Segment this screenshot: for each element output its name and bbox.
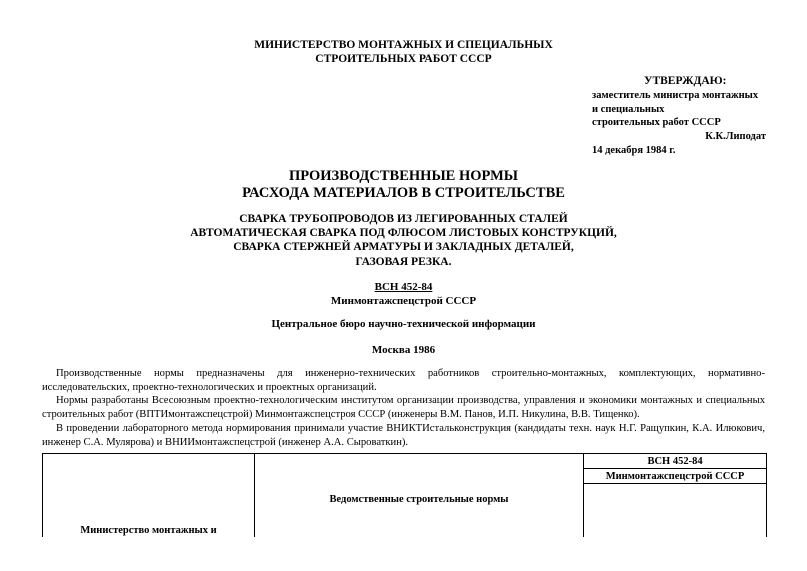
subtitle-line-3: СВАРКА СТЕРЖНЕЙ АРМАТУРЫ И ЗАКЛАДНЫХ ДЕТАЛЕЙ, <box>233 241 574 254</box>
publication-city-year: Москва 1986 <box>371 344 436 356</box>
intro-paragraph: Нормы разработаны Всесоюзным проектно-технологическим институтом организации производства, управления и экономики монтажных и специальных строительных работ (ВПТИмонтажспецстрой) Минмонтажспецстроя СССР (инженеры В.М. Панов, И.П. Никулина, В.В. Тищенко). <box>42 395 765 421</box>
document-subtitle <box>0 212 807 269</box>
document-code: ВСН 452-84 <box>374 281 433 293</box>
header-cell-org <box>584 469 767 484</box>
approval-block <box>592 75 792 158</box>
intro-paragraph: Производственные нормы предназначены для инженерно-технических работников строительно-монтажных, комплектующих, нормативно-исследовательских, проектно-технологических и проектных организаций. <box>42 368 765 393</box>
header-cell-code <box>584 454 767 469</box>
document-code-block <box>0 280 807 308</box>
intro-text <box>42 367 765 449</box>
subtitle-line-1: СВАРКА ТРУБОПРОВОДОВ ИЗ ЛЕГИРОВАННЫХ СТАЛЕЙ <box>239 213 568 225</box>
title-line-2: РАСХОДА МАТЕРИАЛОВ В СТРОИТЕЛЬСТВЕ <box>242 185 565 201</box>
page-cutoff <box>0 537 807 571</box>
approval-heading: УТВЕРЖДАЮ: <box>644 75 727 87</box>
approval-line-3: строительных работ СССР <box>592 117 721 129</box>
approval-line-2: и специальных <box>592 103 665 115</box>
header-cell-ministry <box>43 454 255 545</box>
norms-header-table <box>42 453 767 545</box>
header-cell-title <box>255 454 584 545</box>
header-cell-blank <box>584 484 767 545</box>
document-org: Минмонтажспецстрой СССР <box>330 295 477 307</box>
header-ministry-text: Министерство монтажных и <box>80 525 217 536</box>
header-code-text: ВСН 452-84 <box>647 455 703 467</box>
approval-signer: К.К.Липодат <box>705 131 766 143</box>
subtitle-line-2: АВТОМАТИЧЕСКАЯ СВАРКА ПОД ФЛЮСОМ ЛИСТОВЫХ КОНСТРУКЦИЙ, <box>190 227 617 240</box>
ministry-line-2: СТРОИТЕЛЬНЫХ РАБОТ СССР <box>315 53 492 65</box>
subtitle-line-4: ГАЗОВАЯ РЕЗКА. <box>355 255 452 268</box>
title-line-1: ПРОИЗВОДСТВЕННЫЕ НОРМЫ <box>288 168 519 184</box>
intro-paragraph: В проведении лабораторного метода нормирования принимали участие ВНИКТИстальконструкция (кандидаты техн. наук Н.Г. Ращупкин, К.А. Илюкович, инженер С.А. Мулярова) и ВНИИмонтажспецстрой (инженер А.А. Сыроваткин). <box>42 422 765 448</box>
approval-line-1: заместитель министра монтажных <box>592 89 759 101</box>
ministry-header <box>0 38 807 66</box>
approval-date: 14 декабря 1984 г. <box>592 144 676 156</box>
header-org-text: Минмонтажспецстрой СССР <box>605 470 745 482</box>
ministry-line-1: МИНИСТЕРСТВО МОНТАЖНЫХ И СПЕЦИАЛЬНЫХ <box>254 39 553 51</box>
header-title-text: Ведомственные строительные нормы <box>329 493 509 505</box>
document-title <box>0 168 807 202</box>
publisher-bureau: Центральное бюро научно-технической информации <box>271 318 536 330</box>
